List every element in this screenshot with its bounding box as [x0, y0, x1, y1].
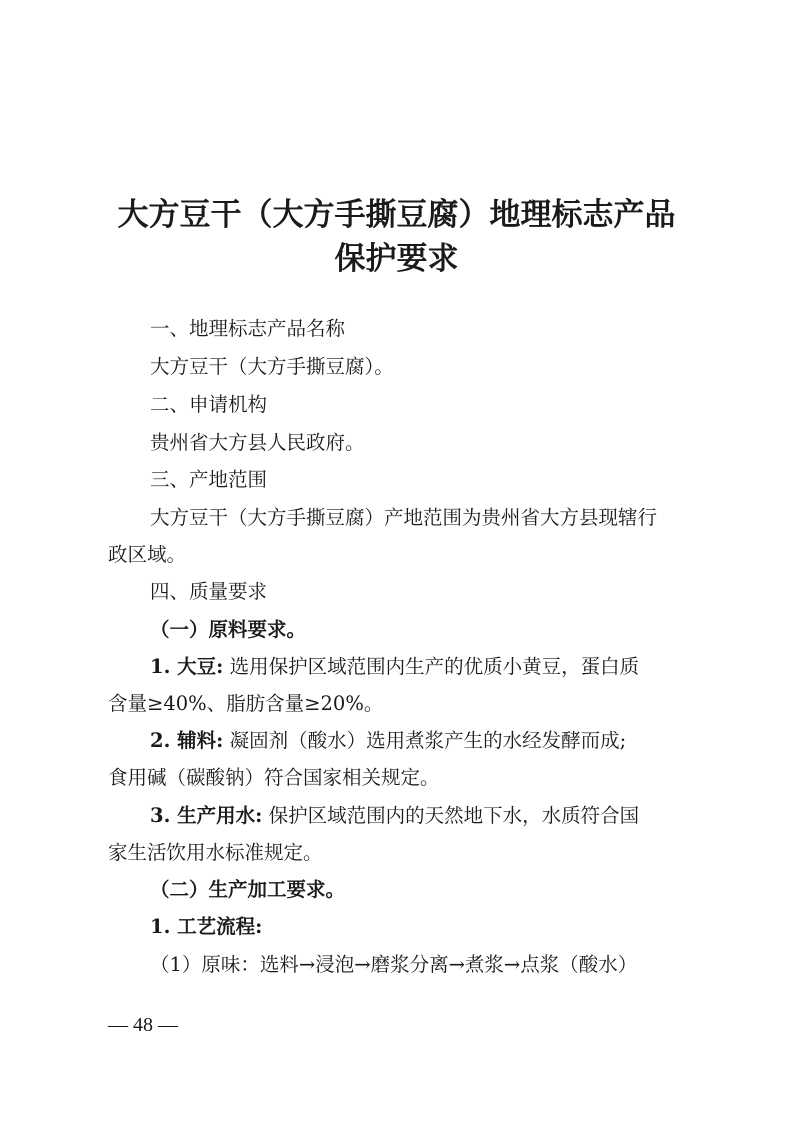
process-label: 1. 工艺流程:: [150, 915, 263, 938]
section3-heading: 三、产地范围: [150, 468, 268, 491]
section1-heading: 一、地理标志产品名称: [150, 317, 346, 340]
item1-text-line2: 含量≥40%、脂肪含量≥20%。: [108, 692, 384, 715]
section4-heading: 四、质量要求: [150, 580, 268, 603]
item1-text-line1: 选用保护区域范围内生产的优质小黄豆，蛋白质: [229, 655, 640, 678]
section3-text-line1: 大方豆干（大方手撕豆腐）产地范围为贵州省大方县现辖行: [150, 506, 658, 529]
section2-heading: 二、申请机构: [150, 393, 268, 416]
page-number: — 48 —: [108, 1014, 178, 1036]
item2-text-line2: 食用碱（碳酸钠）符合国家相关规定。: [108, 766, 440, 789]
item3-line1: [150, 802, 740, 830]
item2-text-line1: 凝固剂（酸水）选用煮浆产生的水经发酵而成;: [229, 729, 627, 752]
document-title-line1: 大方豆干（大方手撕豆腐）地理标志产品: [117, 197, 676, 233]
subsection2-heading: （二）生产加工要求。: [150, 878, 346, 901]
item1-line1: [150, 653, 740, 681]
item2-label: 2. 辅料:: [150, 729, 224, 752]
document-title-line2: 保护要求: [334, 241, 459, 277]
subsection1-heading: （一）原料要求。: [150, 618, 307, 641]
item3-label: 3. 生产用水:: [150, 804, 263, 827]
process-text: （1）原味：选料→浸泡→磨浆分离→煮浆→点浆（酸水）: [150, 953, 638, 976]
section2-text: 贵州省大方县人民政府。: [150, 431, 365, 454]
item3-text-line1: 保护区域范围内的天然地下水，水质符合国: [268, 804, 640, 827]
item2-line1: [150, 727, 740, 755]
item1-label: 1. 大豆:: [150, 655, 224, 678]
item3-text-line2: 家生活饮用水标准规定。: [108, 841, 323, 864]
section1-text: 大方豆干（大方手撕豆腐）。: [150, 355, 394, 378]
section3-text-line2: 政区域。: [108, 543, 187, 566]
